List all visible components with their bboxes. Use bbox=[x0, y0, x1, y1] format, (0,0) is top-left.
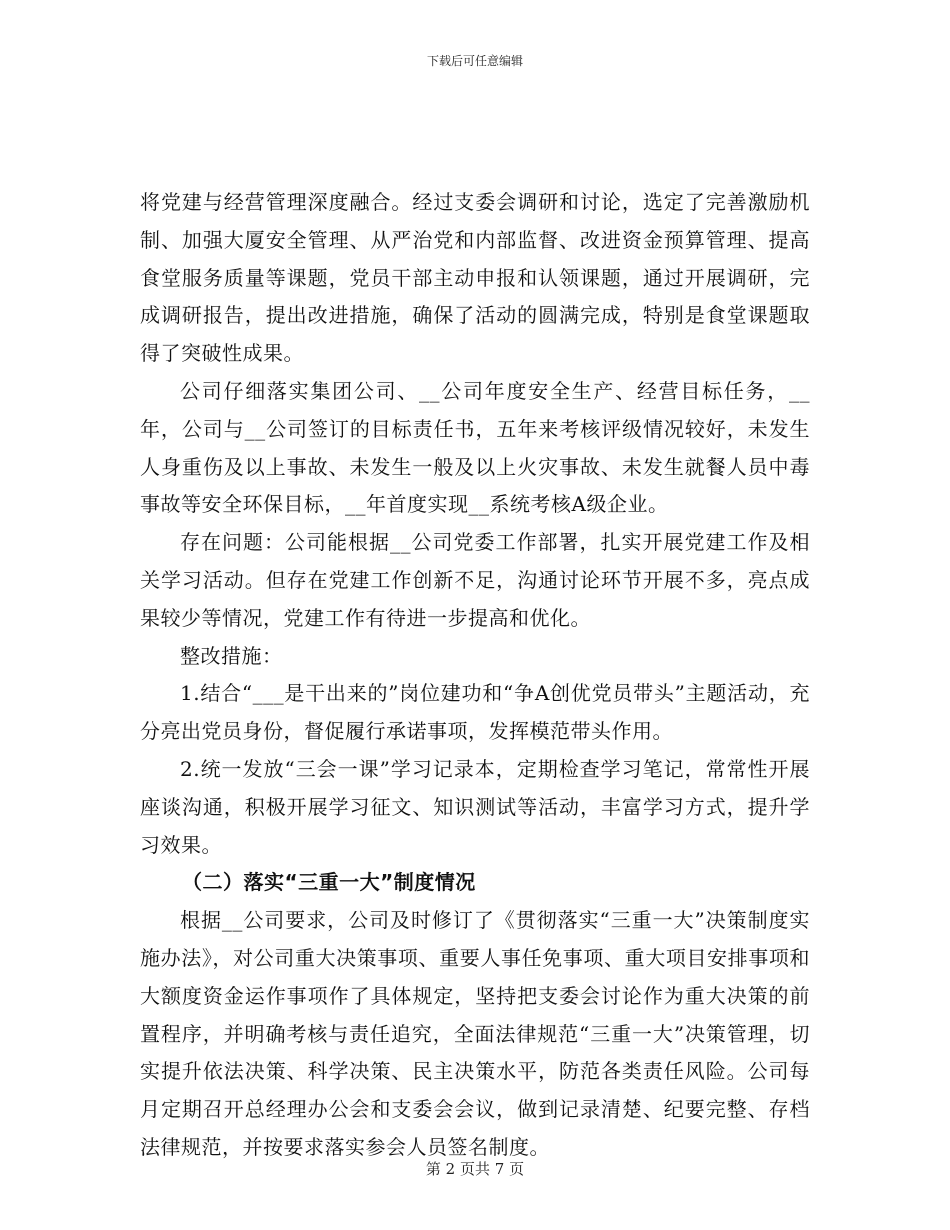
document-body bbox=[140, 184, 810, 1167]
paragraph-problems: 存在问题：公司能根据__公司党委工作部署，扎实开展党建工作及相关学习活动。但存在党建工作创新不足，沟通讨论环节开展不多，亮点成果较少等情况，党建工作有待进一步提高和优化。 bbox=[140, 530, 810, 630]
paragraph-continuation: 将党建与经营管理深度融合。经过支委会调研和讨论，选定了完善激励机制、加强大厦安全管理、从严治党和内部监督、改进资金预算管理、提高食堂服务质量等课题，党员干部主动申报和认领课题，通过开展调研，完成调研报告，提出改进措施，确保了活动的圆满完成，特别是食堂课题取得了突破性成果。 bbox=[140, 190, 810, 366]
paragraph-three-one-system: 根据__公司要求，公司及时修订了《贯彻落实“三重一大”决策制度实施办法》，对公司重大决策事项、重要人事任免事项、重大项目安排事项和大额度资金运作事项作了具体规定，坚持把支委会讨论作为重大决策的前置程序，并明确考核与责任追究，全面法律规范“三重一大”决策管理，切实提升依法决策、科学决策、民主决策水平，防范各类责任风险。公司每月定期召开总经理办公会和支委会会议，做到记录清楚、纪要完整、存档法律规范，并按要求落实参会人员签名制度。 bbox=[140, 908, 810, 1159]
page-footer: 第 2 页共 7 页 bbox=[425, 1160, 525, 1178]
paragraph-measure-1: 1.结合“___是干出来的”岗位建功和“争A创优党员带头”主题活动，充分亮出党员身份，督促履行承诺事项，发挥模范带头作用。 bbox=[140, 681, 810, 744]
section-heading: （二）落实“三重一大”制度情况 bbox=[182, 870, 476, 895]
paragraph-measure-2: 2.统一发放“三会一课”学习记录本，定期检查学习笔记，常常性开展座谈沟通，积极开展学习征文、知识测试等活动，丰富学习方式，提升学习效果。 bbox=[140, 756, 810, 857]
page-header: 下载后可任意编辑 bbox=[426, 54, 523, 68]
paragraph-safety-targets: 公司仔细落实集团公司、__公司年度安全生产、经营目标任务，__年，公司与__公司签订的目标责任书，五年来考核评级情况较好，未发生人身重伤及以上事故、未发生一般及以上火灾事故、未发生就餐人员中毒事故等安全环保目标，__年首度实现__系统考核A级企业。 bbox=[140, 378, 810, 517]
paragraph-measures-title: 整改措施： bbox=[180, 643, 283, 668]
